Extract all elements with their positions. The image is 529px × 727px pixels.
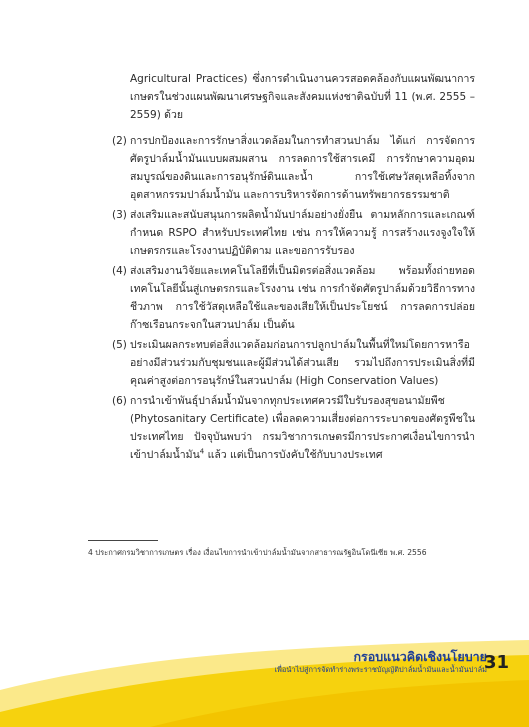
footnote: 4 ประกาศกรมวิชาการเกษตร เรื่อง เงื่อนไขการนำเข้าปาล์มน้ำมันจากสาธารณรัฐอินโดนีเซีย พ.ศ. 2556 [88,548,427,557]
footnote-divider [88,540,158,541]
list-item [112,392,475,464]
list-item [112,262,475,334]
item-number: (3) [112,209,127,221]
item-number: (6) [112,395,127,407]
item-number: (5) [112,339,127,351]
list-item [112,206,475,260]
item-text: ส่งเสริมงานวิจัยและเทคโนโลยีที่เป็นมิตรต่อสิ่งแวดล้อม พร้อมทั้งถ่ายทอดเทคโนโลยีนั้นสู่เกษตรกรและโรงงาน เช่น การกำจัดศัตรูปาล์มด้วยวิธีการทางชีวภาพ การใช้วัสดุเหลือใช้และของเสียให้เป็นประโยชน์ การลดการปล่อยก๊าซเรือนกระจกในสวนปาล์ม เป็นต้น [130,265,475,331]
item-text: ส่งเสริมและสนับสนุนการผลิตน้ำมันปาล์มอย่างยั่งยืน ตามหลักการและเกณฑ์กำหนด RSPO สำหรับประเทศไทย เช่น การให้ความรู้ การสร้างแรงจูงใจให้เกษตรกรและโรงงานปฏิบัติตาม และขอการรับรอง [130,209,475,257]
item-number: (4) [112,265,127,277]
publication-title: กรอบแนวคิดเชิงนโยบาย [353,649,487,664]
publication-subtitle: เพื่อนำไปสู่การจัดทำร่างพระราชบัญญัติปาล์มน้ำมันและน้ำมันปาล์ม [274,665,487,674]
intro-paragraph: Agricultural Practices) ซึ่งการดำเนินงานควรสอดคล้องกับแผนพัฒนาการเกษตรในช่วงแผนพัฒนาเศรษฐกิจและสังคมแห่งชาติฉบับที่ 11 (พ.ศ. 2555 – 2559) ด้วย [130,73,475,121]
footnote-marker[interactable]: 4 [199,447,205,456]
item-number: (2) [112,135,127,147]
running-title [275,650,487,675]
item-text-tail: แล้ว แต่เป็นการบังคับใช้กับบางประเทศ [204,449,383,461]
item-text: การปกป้องและการรักษาสิ่งแวดล้อมในการทำสวนปาล์ม ได้แก่ การจัดการศัตรูปาล์มน้ำมันแบบผสมผสาน การลดการใช้สารเคมี การรักษาความอุดมสมบูรณ์ของดินและการอนุรักษ์ดินและน้ำ การใช้เศษวัสดุเหลือทิ้งจากอุตสาหกรรมปาล์มน้ำมัน และการบริหารจัดการด้านทรัพยากรธรรมชาติ [130,135,475,201]
item-text: การนำเข้าพันธุ์ปาล์มน้ำมันจากทุกประเทศควรมีใบรับรองสุขอนามัยพืช (Phytosanitary Certificate) เพื่อลดความเสี่ยงต่อการระบาดของศัตรูพืชในประเทศไทย ปัจจุบันพบว่า กรมวิชาการเกษตรมีการประกาศเงื่อนไขการนำเข้าปาล์มน้ำมัน [130,395,475,461]
list-item [112,132,475,204]
policy-list [112,132,475,466]
item-text: ประเมินผลกระทบต่อสิ่งแวดล้อมก่อนการปลูกปาล์มในพื้นที่ใหม่โดยการหารือ อย่างมีส่วนร่วมกับชุมชนและผู้มีส่วนได้ส่วนเสีย รวมไปถึงการประเมินสิ่งที่มีคุณค่าสูงต่อการอนุรักษ์ในสวนปาล์ม (High Conservation Values) [130,339,475,387]
page-number: 31 [483,652,509,673]
list-item [112,336,475,390]
